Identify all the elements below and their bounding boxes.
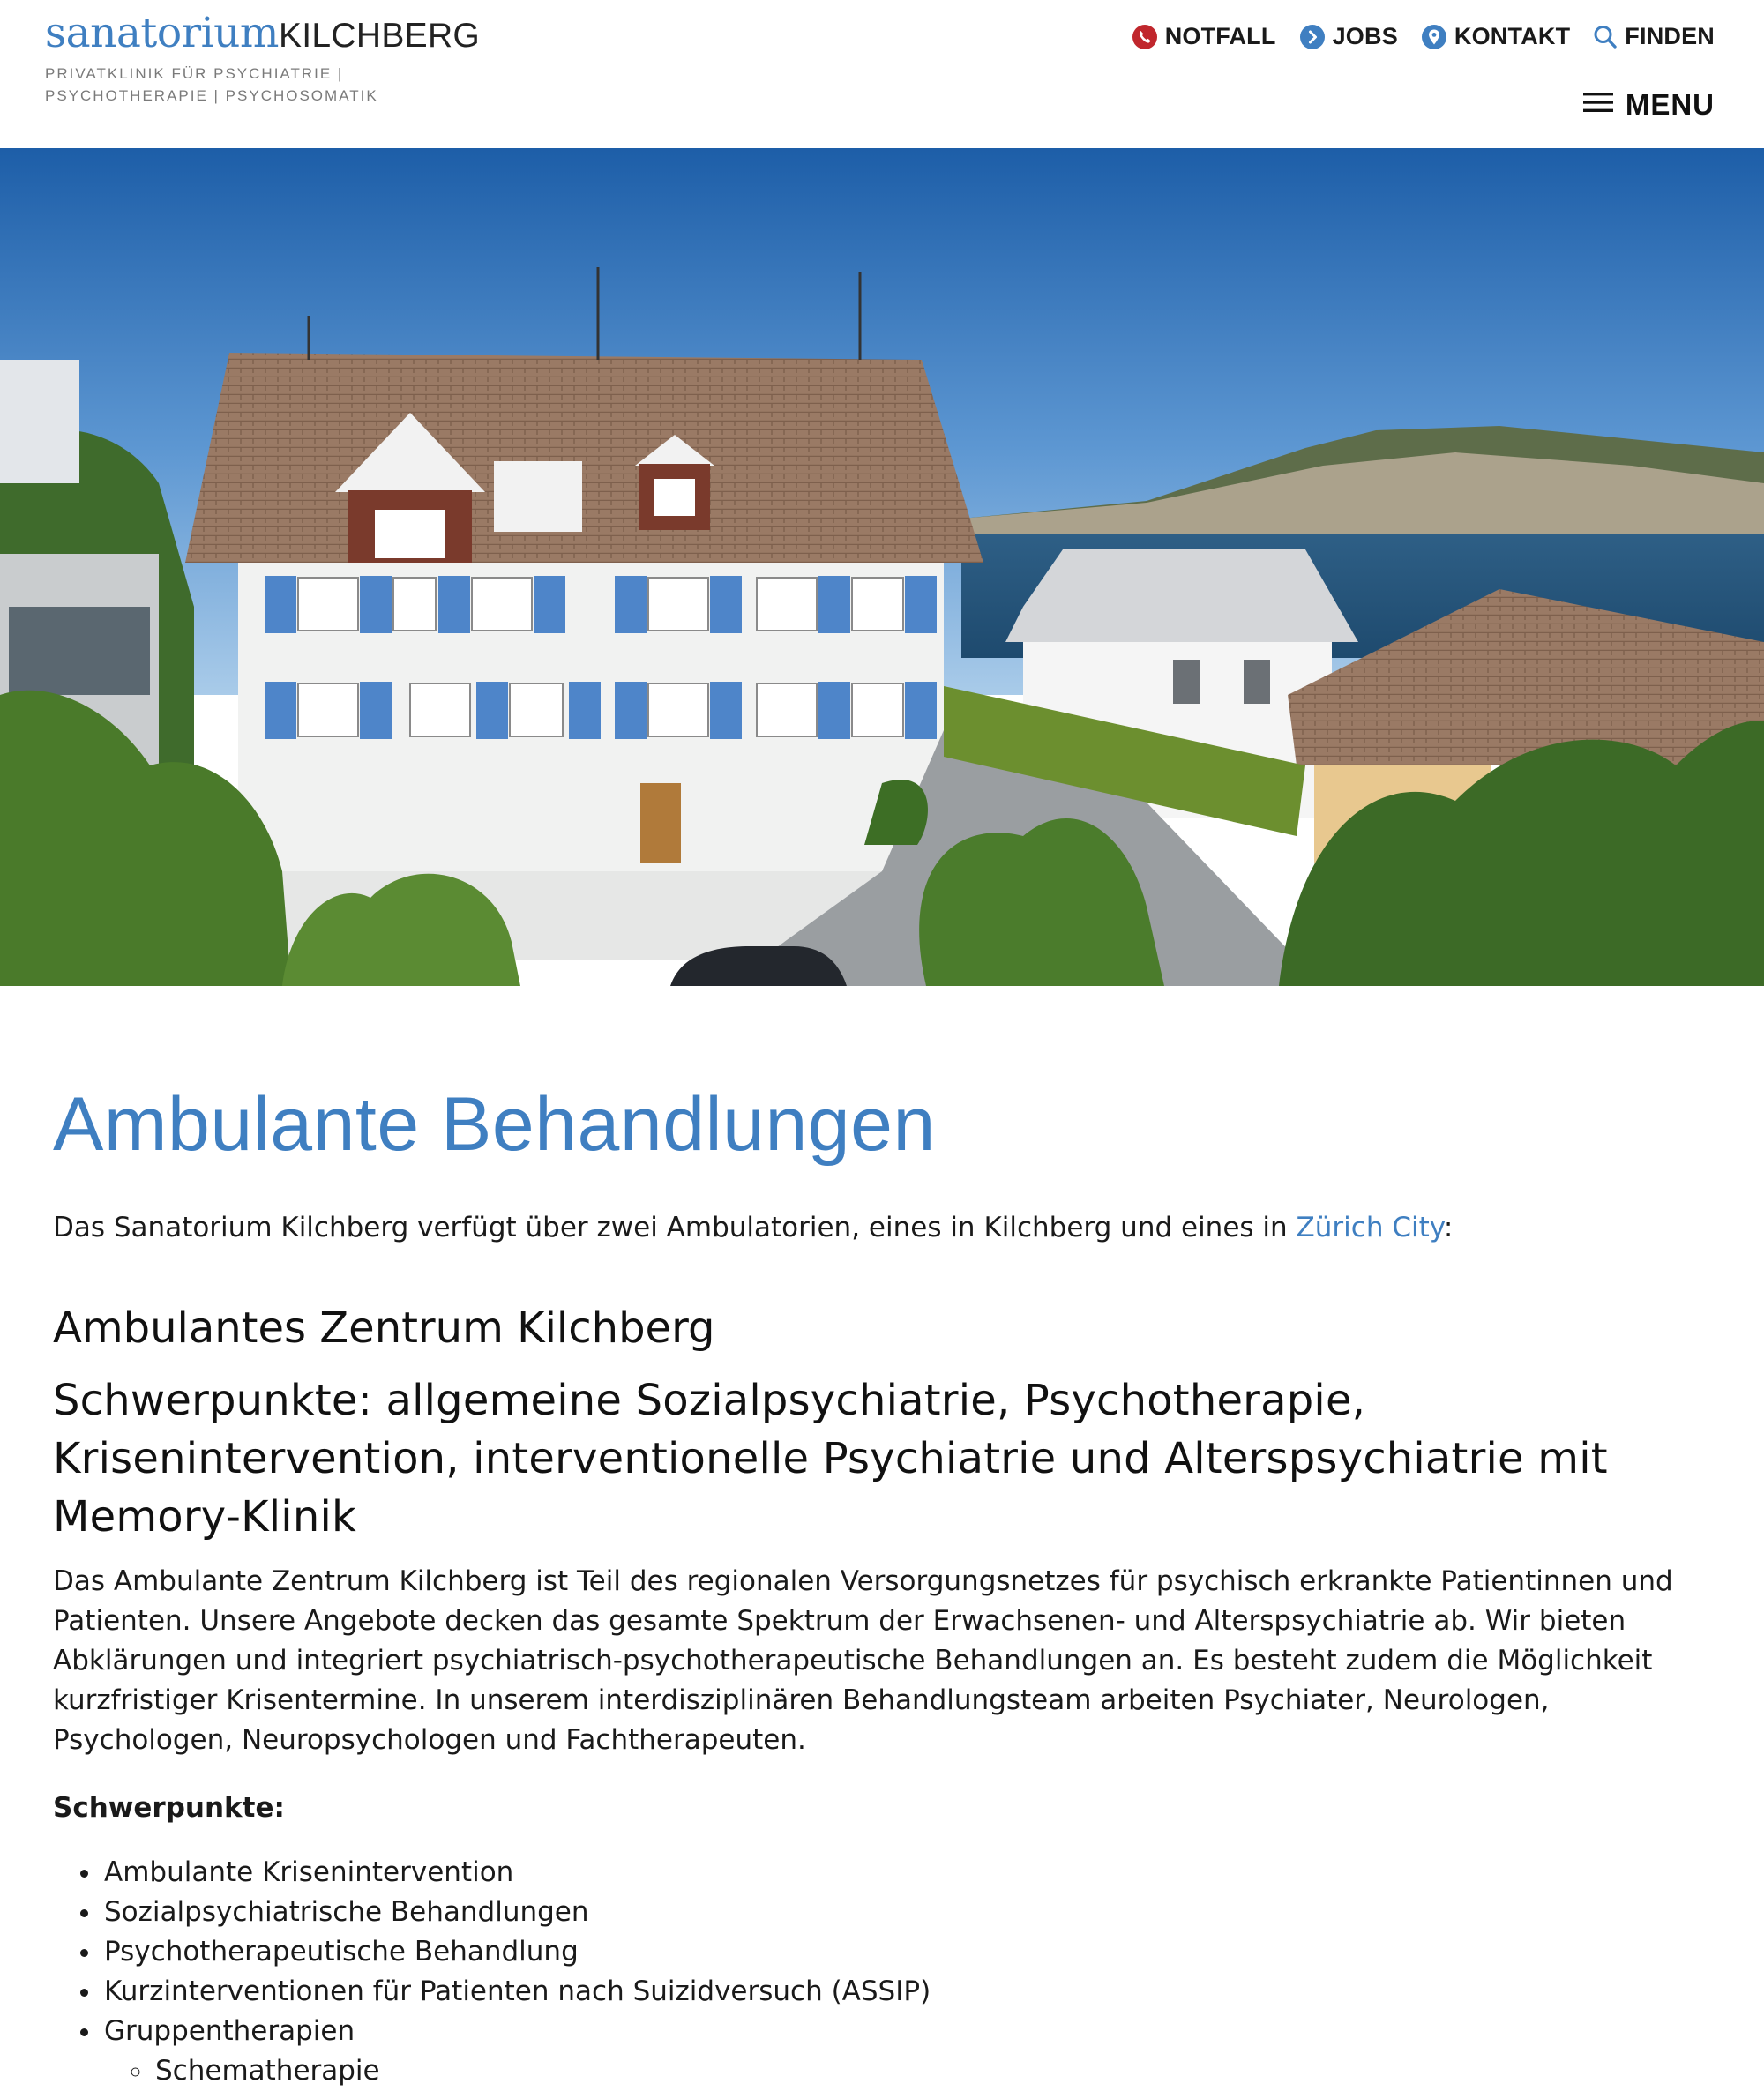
nav-label: FINDEN [1625, 23, 1715, 49]
tagline-line-2: PSYCHOTHERAPIE | PSYCHOSOMATIK [45, 87, 378, 104]
intro-end: : [1443, 1211, 1454, 1243]
nav-label: NOTFALL [1164, 23, 1276, 49]
logo-wordmark[interactable] [45, 9, 481, 57]
chevron-right-circle-icon [1299, 24, 1326, 50]
section-paragraph: Das Ambulante Zentrum Kilchberg ist Teil des regionalen Versorgungsnetzes für psychisch erkrankte Patientinnen und Patienten. Unsere Angebote decken das gesamte Spektrum der Erwachsenen- und Alterspsychiatrie ab. Wir bieten Abklärungen und integriert psychiatrisch-psychotherapeutische Behandlungen an. Es besteht zudem die Möglichkeit kurzfristiger Krisentermine. In unserem interdisziplinären Behandlungsteam arbeiten Psychiater, Neurologen, Psychologen, Neuropsychologen und Fachtherapeuten. [53, 1565, 1673, 1757]
top-nav [1132, 23, 1715, 50]
section-subtitle: Schwerpunkte: allgemeine Sozialpsychiatrie, Psychotherapie, Krisenintervention, interventionelle Psychiatrie und Alterspsychiatrie mit Memory-Klinik [53, 1375, 1608, 1542]
focus-sublist [104, 2051, 1711, 2091]
logo-sanatorium: sanatorium [45, 9, 279, 57]
nav-label: KONTAKT [1454, 23, 1571, 49]
logo-kilchberg: KILCHBERG [278, 17, 481, 55]
nav-notfall[interactable] [1132, 23, 1276, 50]
hamburger-icon [1583, 88, 1613, 122]
intro-text [53, 1209, 1711, 1247]
menu-button[interactable] [1583, 88, 1715, 122]
site-logo[interactable] [45, 9, 481, 107]
focus-list [53, 1853, 1711, 2091]
phone-icon [1132, 24, 1158, 50]
main-content [53, 986, 1711, 2091]
intro-body: Das Sanatorium Kilchberg verfügt über zwei Ambulatorien, eines in Kilchberg und eines in [53, 1211, 1297, 1243]
search-icon [1593, 24, 1618, 50]
list-item: • Ambulante Krisenintervention [102, 1853, 1711, 1893]
list-item-label: Gruppentherapien [104, 2015, 355, 2048]
list-item: • Psychotherapeutische Behandlung [102, 1932, 1711, 1972]
nav-label: JOBS [1332, 23, 1398, 49]
menu-label: MENU [1625, 88, 1715, 121]
hero-image [0, 148, 1764, 986]
nav-kontakt[interactable] [1421, 23, 1570, 50]
nav-finden[interactable] [1593, 23, 1715, 50]
sublist-item: ◦ Schematherapie [153, 2051, 1711, 2091]
map-pin-icon [1421, 24, 1447, 50]
page-title: Ambulante Behandlungen [53, 1082, 936, 1167]
tagline-line-1: PRIVATKLINIK FÜR PSYCHIATRIE | [45, 65, 344, 82]
list-item: • Sozialpsychiatrische Behandlungen [102, 1893, 1711, 1932]
nav-jobs[interactable] [1299, 23, 1398, 50]
list-item: • Kurzinterventionen für Patienten nach Suizidversuch (ASSIP) [102, 1972, 1711, 2012]
logo-tagline [45, 63, 480, 107]
focus-label: Schwerpunkte: [53, 1792, 285, 1825]
section-title: Ambulantes Zentrum Kilchberg [53, 1303, 715, 1353]
zurich-city-link[interactable]: Zürich City [1296, 1211, 1444, 1243]
site-header [0, 0, 1764, 148]
list-item-group [102, 2012, 1711, 2091]
